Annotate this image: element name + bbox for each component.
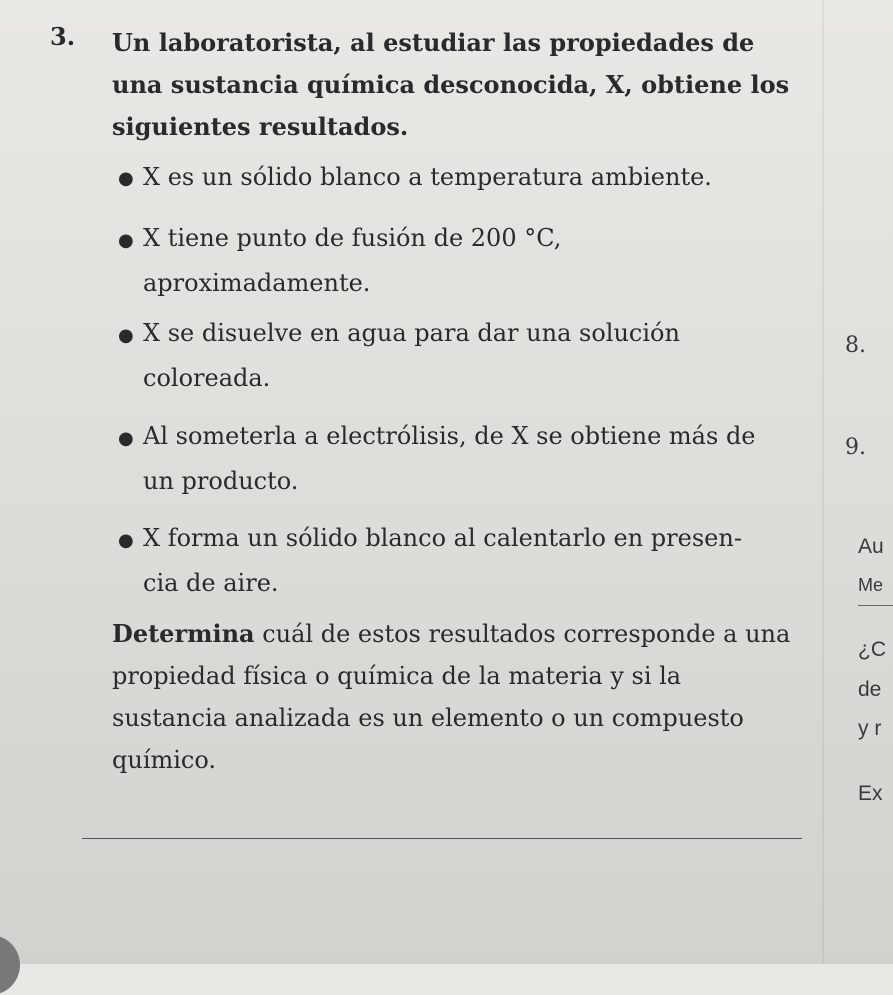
result-item-3 (143, 311, 793, 401)
result-line: X se disuelve en agua para dar una solución (143, 319, 680, 347)
bullet-dot-icon: ● (118, 325, 134, 346)
side-rule (858, 605, 893, 606)
bullet-dot-icon: ● (118, 168, 134, 189)
result-line: un producto. (143, 467, 299, 495)
side-fragment-ex: Ex (858, 782, 883, 805)
side-fragment-me: Me (858, 575, 884, 595)
page-fold (822, 0, 824, 964)
side-fragment-question: ¿C (858, 638, 886, 661)
result-item-4 (143, 414, 793, 504)
side-number-9: 9. (845, 435, 866, 460)
result-line: X tiene punto de fusión de 200 °C, (143, 224, 562, 252)
result-line: X es un sólido blanco a temperatura ambiente. (143, 163, 712, 191)
result-line: aproximadamente. (143, 269, 371, 297)
question-number: 3. (50, 22, 76, 51)
side-fragment-au: Au (858, 535, 884, 558)
instruction-paragraph (112, 613, 802, 781)
result-item-2 (143, 216, 793, 306)
result-item-5 (143, 516, 793, 606)
bullet-dot-icon: ● (118, 530, 134, 551)
bullet-dot-icon: ● (118, 230, 134, 251)
answer-line (82, 838, 802, 839)
side-fragment-yr: y r (858, 717, 882, 740)
question-intro: Un laboratorista, al estudiar las propiedades de una sustancia química desconocida, X, obtiene los siguientes resultados. (112, 28, 790, 141)
instruction-verb: Determina (112, 619, 255, 648)
result-line: cia de aire. (143, 569, 279, 597)
result-item-1 (143, 155, 793, 200)
instruction-text: cuál de estos resultados corresponde a una propiedad física o química de la materia y si la sustancia analizada es un elemento o un compuesto químico. (112, 620, 791, 774)
result-line: coloreada. (143, 364, 271, 392)
bullet-dot-icon: ● (118, 428, 134, 449)
result-line: X forma un sólido blanco al calentarlo en presen- (143, 524, 742, 552)
side-fragment-de: de (858, 678, 882, 701)
result-line: Al someterla a electrólisis, de X se obtiene más de (143, 422, 756, 450)
side-number-8: 8. (845, 333, 866, 358)
